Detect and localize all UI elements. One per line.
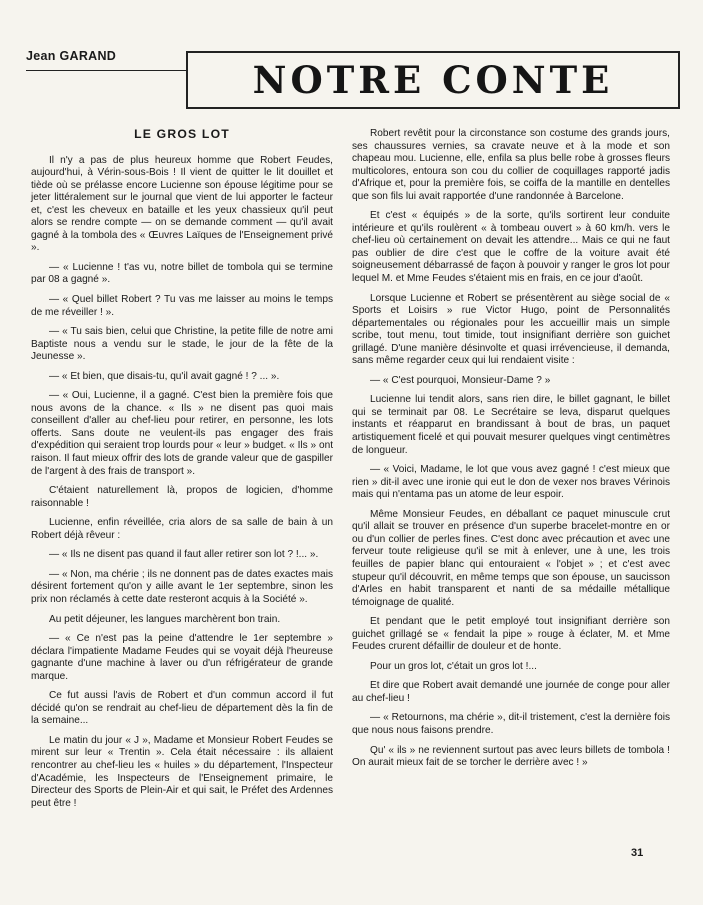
section-title: NOTRE CONTE [252, 58, 614, 102]
paragraph: Qu' « ils » ne reviennent surtout pas avec leurs billets de tombola ! On aurait mieux fait de se torcher le derrière avec ! » [352, 744, 670, 769]
paragraph: C'étaient naturellement là, propos de logicien, d'homme raisonnable ! [31, 485, 333, 509]
paragraph: — « Non, ma chérie ; ils ne donnent pas de dates exactes mais désirent fortement qu'on y aille avant le 1er septembre, sinon les prix non réclamés à cette date resteront acquis à la Société ». [31, 568, 333, 605]
right-column [352, 128, 670, 777]
paragraph: Au petit déjeuner, les langues marchèrent bon train. [49, 613, 281, 625]
paragraph: — « C'est pourquoi, Monsieur-Dame ? » [370, 374, 551, 386]
paragraph: — « Voici, Madame, le lot que vous avez gagné ! c'est mieux que rien » dit-il avec une ironie qui eut le don de vexer nos braves Vérinois mais qui n'entama pas un atome de leur espoir. [352, 464, 670, 501]
title-frame [186, 51, 680, 109]
paragraph: Et dire que Robert avait demandé une journée de conge pour aller au chef-lieu ! [352, 680, 670, 704]
paragraph: Pour un gros lot, c'était un gros lot !... [370, 660, 537, 672]
header-rule [26, 70, 186, 71]
paragraph: Robert revêtit pour la circonstance son costume des grands jours, ses chaussures vernies, sa cravate neuve et à la mode et son chapeau mou. Lucienne, elle, enfila sa plus belle robe à grosses fleurs multicolores, entoura son cou du collier de coquillages rapporté jadis d'Afrique et, pour la première fois, se coiffa de la mantille en dentelles que son fils lui avait rapportée d'une randonnée à Barcelone. [352, 128, 670, 202]
author-name: Jean GARAND [26, 49, 117, 63]
paragraph: — « Retournons, ma chérie », dit-il tristement, c'est la dernière fois que nous nous faisons prendre. [352, 712, 670, 736]
paragraph: Le matin du jour « J », Madame et Monsieur Robert Feudes se mirent sur leur « Trentin ». Cela était nécessaire : ils allaient rencontrer au chef-lieu les « huiles » du département, l'Inspecteur d'Académie, les Inspecteurs de l'Enseignement primaire, le Directeur des Sports de Plein-Air et qui sait, le Préfet des Ardennes peut être ! [31, 734, 333, 809]
paragraph: Lucienne lui tendit alors, sans rien dire, le billet gagnant, le billet qui se terminait par 08. Le Secrétaire se leva, disparut quelques instants et réapparut en brandissant à bout de bras, un paquet artistiquement ficelé et qui pouvait mesurer quelques vingt centimètres de longueur. [352, 394, 670, 456]
paragraph: Lucienne, enfin réveillée, cria alors de sa salle de bain à un Robert déjà rêveur : [31, 517, 333, 541]
paragraph: Lorsque Lucienne et Robert se présentèrent au siège social de « Sports et Loisirs » rue Victor Hugo, point de Personnalités départementales ou régionales pour les accueillir mais un simple scribe, tout menu, tout timide, tout insignifiant derrière son guichet grillagé. D'une manière désinvolte et quasi irrévencieuse, il demanda, sans même regarder ceux qui lui rendaient visite : [352, 292, 670, 367]
paragraph: — « Tu sais bien, celui que Christine, la petite fille de notre ami Baptiste nous a vendu sur le stade, le jour de la fête de la Jeunesse ». [31, 326, 333, 363]
paragraph: Ce fut aussi l'avis de Robert et d'un commun accord il fut décidé qu'on se rendrait au chef-lieu de département dès la fin de la semaine... [31, 690, 333, 727]
paragraph: — « Et bien, que disais-tu, qu'il avait gagné ! ? ... ». [49, 370, 280, 382]
paragraph: — « Ils ne disent pas quand il faut aller retirer son lot ? !... ». [49, 549, 319, 561]
paragraph: — « Ce n'est pas la peine d'attendre le 1er septembre » déclara l'impatiente Madame Feudes qui se voyait déjà l'heureuse gagnante d'une machine à laver ou d'un réfrigérateur de grande marque. [31, 633, 333, 682]
paragraph: Même Monsieur Feudes, en déballant ce paquet minuscule crut qu'il allait se trouver en présence d'un superbe bracelet-montre en or ou d'un collier de perles fines. C'est donc avec précaution et avec une ferveur toute religieuse qu'il se mit à enlever, une à une, les trois feuilles de papier blanc qui entouraient « l'objet » ; et c'est avec stupeur qu'il découvrit, en même temps que son épouse, un saucisson d'Arles en habit transparent et nanti de sa médaille métallique témoignage de qualité. [352, 508, 670, 608]
paragraph: — « Oui, Lucienne, il a gagné. C'est bien la première fois que nous avons de la chance. « Ils » ne disent pas quoi mais conseillent d'aller au chef-lieu pour retirer, en personne, les lots offerts. Sans doute ne veulent-ils pas engager des frais d'expédition qui seraient trop lourds pour « leur » budget. « Ils » ont raison. Il faut mieux offrir des lots de grande valeur que de gaspiller de l'argent à des frais de transport ». [31, 390, 333, 477]
story-title: LE GROS LOT [134, 127, 230, 141]
paragraph: Il n'y a pas de plus heureux homme que Robert Feudes, aujourd'hui, à Vérin-sous-Bois ! Il vient de quitter le lit douillet et tiède où se prélasse encore Lucienne son épouse légitime pour se jeter littéralement sur le journal que vient de lui apporter le facteur et, c'est les cheveux en bataille et les yeux chassieux qu'il peut alors se rendre compte — on se demande comment — qu'il avait gagné à la tombola des « Œuvres Laïques de l'Enseignement privé ». [31, 154, 333, 254]
left-column [31, 128, 333, 817]
paragraph: — « Quel billet Robert ? Tu vas me laisser au moins le temps de me réveiller ! ». [31, 294, 333, 318]
paragraph: — « Lucienne ! t'as vu, notre billet de tombola qui se termine par 08 a gagné ». [31, 261, 333, 286]
paragraph: Et c'est « équipés » de la sorte, qu'ils sortirent leur conduite intérieure et qu'ils roulèrent « à tombeau ouvert » à 60 km/h. vers le chef-lieu où certainement on devait les attendre... Mais ce qui ne faut pas oublier de dire c'est que le coffre de la voiture avait été soigneusement débarrassé de façon à pouvoir y ranger le gros lot pour lequel M. et Mme Feudes s'étaient mis en frais, en ce jour d'août. [352, 210, 670, 285]
paragraph: Et pendant que le petit employé tout insignifiant derrière son guichet grillagé se « fendait la pipe » rouge à éclater, M. et Mme Feudes crurent défaillir de douleur et de honte. [352, 616, 670, 653]
page-number: 31 [631, 847, 644, 859]
